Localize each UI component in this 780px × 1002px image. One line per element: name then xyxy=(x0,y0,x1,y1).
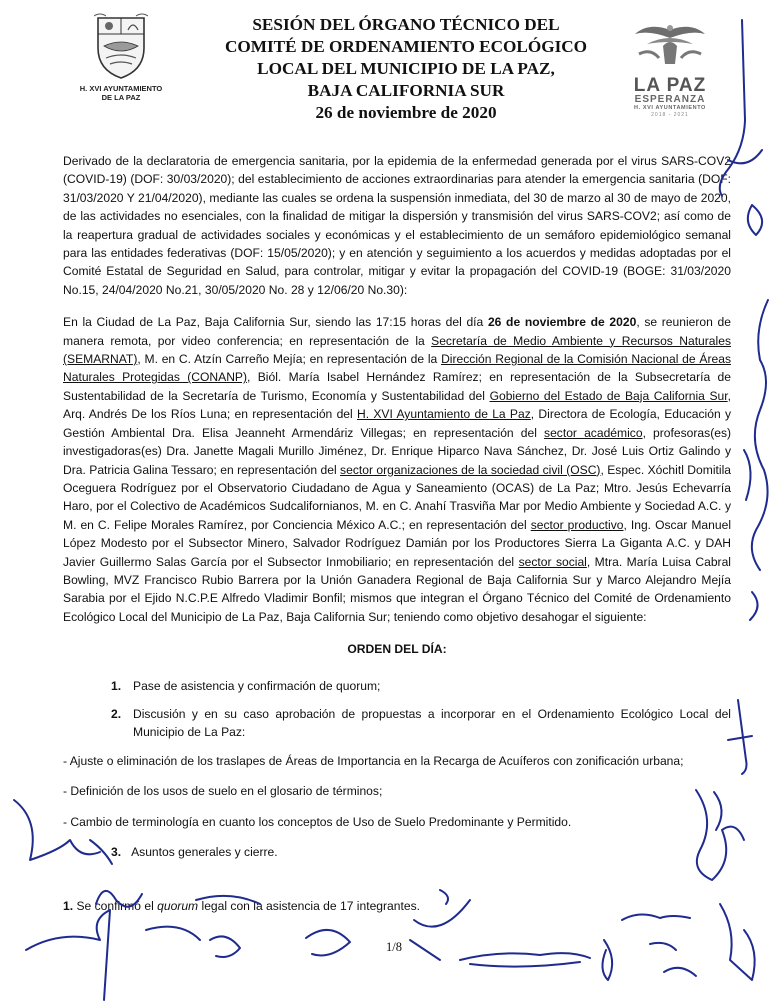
left-logo-caption-1: H. XVI AYUNTAMIENTO xyxy=(79,84,163,93)
entity-gobierno-bcs: Gobierno del Estado de Baja California Sur xyxy=(489,388,728,403)
quorum-confirmation xyxy=(63,897,731,915)
agenda-number: 2. xyxy=(111,706,122,721)
entity-ayuntamiento: H. XVI Ayuntamiento de La Paz xyxy=(356,407,531,422)
agenda-subitem: - Definición de los usos de suelo en el glosario de términos; xyxy=(63,784,383,799)
logo-sub: H. XVI AYUNTAMIENTO xyxy=(634,105,706,111)
entity-conanp: Dirección Regional de la Comisión Nacional de Áreas Naturales Protegidas (CONANP) xyxy=(63,352,731,385)
coat-of-arms-icon xyxy=(90,12,152,82)
text-run: Se confirmó el xyxy=(73,899,158,914)
text-run: , Biól. María Isabel Hernández Ramírez; en representación de la Subsecretaría de Sustentabilidad de la Secretaría de Turismo, Economía y Sustentabilidad del xyxy=(63,370,731,403)
logo-years: 2018 - 2021 xyxy=(651,112,689,118)
text-run: , Ing. Oscar Manuel López Modesto por el Subsector Minero, Salvador Rodríguez Damián por los Productores Sierra La Giganta A.C. y DAH Javier Guillermo Salas García por el Subsector Inmobiliario; en representación del xyxy=(63,517,732,569)
quorum-term: quorum xyxy=(157,899,199,914)
title-date: 26 de noviembre de 2020 xyxy=(315,103,497,122)
text-run: , Espec. Xóchitl Domitila Oceguera Rodríguez por el Observatorio Ciudadano de Agua y Saneamiento (OCAS) de La Paz; Mtro. Jesús Echevarría Haro, por el Colectivo de Académicos Sudcalifornianos, M. en C. Anahí Trasviña Mar por Medio Ambiente y Sociedad A.C. y M. en C. Felipe Morales Ramírez, por Conciencia México A.C.; en representación del xyxy=(63,462,731,532)
la-paz-logo xyxy=(622,20,718,118)
agenda-number: 3. xyxy=(111,845,122,859)
title-line: SESIÓN DEL ÓRGANO TÉCNICO DEL xyxy=(252,15,560,34)
title-line: BAJA CALIFORNIA SUR xyxy=(307,81,505,100)
text-run: , Arq. Andrés De los Ríos Luna; en representación del xyxy=(63,388,731,422)
text-run: En la Ciudad de La Paz, Baja California Sur, siendo las 17:15 horas del día xyxy=(63,315,488,330)
entity-sector-academico: sector académico xyxy=(544,425,643,440)
entity-sector-osc: sector organizaciones de la sociedad civil (OSC) xyxy=(340,462,601,477)
entity-sector-productivo: sector productivo xyxy=(530,517,624,532)
text-run: , Directora de Ecología, Educación y Gestión Ambiental Dra. Elisa Jeanneht Armendáriz Villegas; en representación del xyxy=(63,407,731,440)
text-run: legal con la asistencia de 17 integrantes. xyxy=(198,899,421,914)
attendance-paragraph xyxy=(63,313,731,626)
text-run: , Mtra. María Luisa Cabral Bowling, MVZ Francisco Rubio Barrera por la Unión Ganadera Regional de Baja California Sur y Marco Alejandro Mejía Sarabia por el Ejido N.C.P.E Alfredo Vladimir Bonfil; mismos que integran el Órgano Técnico del Comité de Ordenamiento Ecológico Local del Municipio de La Paz, Baja California Sur; teniendo como objetivo desahogar el siguiente: xyxy=(63,554,731,624)
agenda-text: Asuntos generales y cierre. xyxy=(131,845,278,859)
logo-tagline: ESPERANZA xyxy=(634,94,706,105)
agenda-subitems xyxy=(63,752,731,831)
document-title xyxy=(196,14,616,124)
agenda-list xyxy=(63,677,731,742)
la-paz-emblem-icon xyxy=(629,20,711,70)
meeting-date: 26 de noviembre de 2020 xyxy=(487,315,637,330)
document-body xyxy=(63,152,731,916)
agenda-item xyxy=(111,705,731,742)
title-line: LOCAL DEL MUNICIPIO DE LA PAZ, xyxy=(257,59,555,78)
page-number: 1/8 xyxy=(386,940,402,954)
agenda-text: Discusión y en su caso aprobación de propuestas a incorporar en el Ordenamiento Ecológico Local del Municipio de La Paz: xyxy=(133,706,731,740)
intro-paragraph: Derivado de la declaratoria de emergencia sanitaria, por la epidemia de la enfermedad generada por el virus SARS-COV2 (COVID-19) (DOF: 30/03/2020); del establecimiento de acciones extraordinarias para atender la emergencia sanitaria (DOF: 31/03/2020 Y 21/04/2020), mediante las cuales se ordena la suspensión inmediata, del 30 de marzo al 30 de mayo de 2020, de las actividades no esenciales, con la finalidad de mitigar la dispersión y transmisión del virus SARS-COV2; así como de la reapertura gradual de actividades sociales y económicas y el establecimiento de un semáforo epidemiológico semanal para las entidades federativas (DOF: 15/05/2020); y en atención y seguimiento a los acuerdos y medidas adoptadas por el Comité Estatal de Seguridad en Salud, para controlar, mitigar y evitar la propagación del COVID-19 (BOGE: 31/03/2020 No.15, 24/04/2020 No.21, 30/05/2020 No. 28 y 12/06/20 No.30): xyxy=(63,154,731,297)
text-run: , M. en C. Atzín Carreño Mejía; en representación de la xyxy=(137,352,442,367)
entity-semarnat: Secretaría de Medio Ambiente y Recursos Naturales (SEMARNAT) xyxy=(63,333,731,367)
text-run: , se reunieron de manera remota, por video conferencia; en representación de la xyxy=(63,315,731,348)
agenda-item xyxy=(111,677,731,695)
agenda-number: 1. xyxy=(111,678,122,693)
agenda-subitem: - Cambio de terminología en cuanto los conceptos de Uso de Suelo Predominante y Permitido. xyxy=(63,814,572,829)
section-number: 1. xyxy=(63,899,74,914)
left-logo-caption-2: DE LA PAZ xyxy=(101,93,141,102)
agenda-subitem: - Ajuste o eliminación de los traslapes de Áreas de Importancia en la Recarga de Acuíferos con zonificación urbana; xyxy=(63,753,684,768)
entity-sector-social: sector social xyxy=(518,554,587,569)
ayuntamiento-logo xyxy=(66,12,176,102)
agenda-text: Pase de asistencia y confirmación de quorum; xyxy=(133,678,381,693)
text-run: , profesoras(es) investigadoras(es) Dra. Janette Magali Murillo Jiménez, Dr. Enrique Hiparco Nava Sánchez, Dr. José Luis Ortiz Galindo y Dra. Patricia Galina Tessaro; en representación del xyxy=(63,425,732,477)
agenda-item xyxy=(63,843,731,861)
title-line: COMITÉ DE ORDENAMIENTO ECOLÓGICO xyxy=(224,37,588,56)
agenda-heading: ORDEN DEL DÍA: xyxy=(347,642,447,657)
logo-brand-text: LA PAZ xyxy=(633,75,707,96)
